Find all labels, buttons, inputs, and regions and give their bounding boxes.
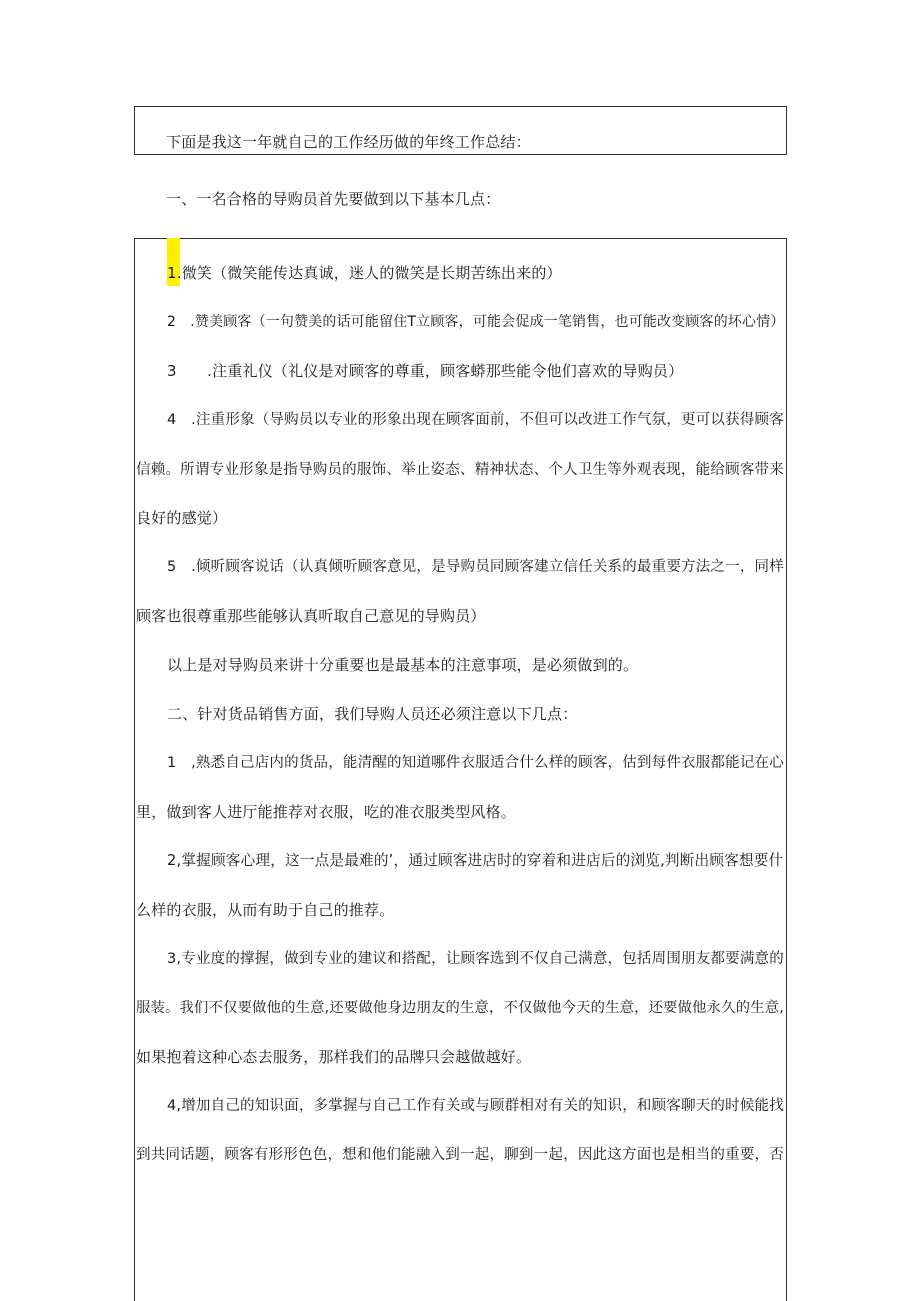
s2-item-3-line2: 服装。我们不仅要做他的生意,还要做他身边朋友的生意，不仅做他今天的生意，还要做他永久的生意, [136, 1000, 784, 1016]
s1-item-4-line2: 信赖。所谓专业形象是指导购员的服饰、举止姿态、精神状态、个人卫生等外观表现，能给顾客带来 [136, 462, 784, 478]
s2-item-4-line2: 到共同话题，顾客有形形色色，想和他们能融入到一起，聊到一起，因此这方面也是相当的重要，否 [136, 1147, 784, 1163]
s2-item-1-line1: 1 ,熟悉自己店内的货品，能清醒的知道哪件衣服适合什么样的顾客，估到每件衣服都能记在心 [167, 755, 784, 771]
s2-item-2-line1: 2,掌握顾客心理，这一点是最难的’，通过顾客进店时的穿着和进店后的浏览,判断出顾客想要什 [167, 852, 784, 869]
s2-item-2-line2: 么样的衣服，从而有助于自己的推荐。 [136, 901, 395, 919]
s1-item-1: 1.微笑（微笑能传达真诚，迷人的微笑是长期苦练出来的） [167, 264, 562, 282]
s1-item-5-line2: 顾客也很尊重那些能够认真听取自己意见的导购员） [136, 607, 486, 625]
section2-heading: 二、针对货品销售方面，我们导购人员还必须注意以下几点： [167, 705, 578, 723]
s2-item-3-line3: 如果抱着这种心态去服务，那样我们的品牌只会越做越好。 [136, 1048, 532, 1066]
s1-item-4-line3: 良好的感觉） [136, 509, 228, 527]
s1-item-5-line1: 5 .倾听顾客说话（认真倾听顾客意见，是导购员同顾客建立信任关系的最重要方法之一，同样 [167, 559, 784, 575]
s1-item-4-line1: 4 .注重形象（导购员以专业的形象出现在顾客面前，不但可以改进工作气氛，更可以获得顾客 [167, 412, 784, 428]
intro-text: 下面是我这一年就自己的工作经历做的年终工作总结： [166, 133, 531, 151]
s2-item-1-line2: 里，做到客人进厅能推荐对衣服，吃的准衣服类型风格。 [136, 803, 517, 821]
s1-item-2: 2 .赞美顾客（一句赞美的话可能留住T立顾客，可能会促成一笔销售，也可能改变顾客的坏心情） [167, 314, 785, 330]
section1-heading: 一、一名合格的导购员首先要做到以下基本几点： [166, 190, 501, 208]
s2-item-4-line1: 4,增加自己的知识面，多掌握与自己工作有关或与顾群相对有关的知识，和顾客聊天的时候能找 [167, 1098, 784, 1114]
s1-item-3: 3 .注重礼仪（礼仪是对顾客的尊重，顾客蟒那些能令他们喜欢的导购员） [167, 362, 684, 380]
s2-item-3-line1: 3,专业度的撑握，做到专业的建议和搭配，让顾客选到不仅自己满意，包括周围朋友都要满意的 [167, 951, 784, 967]
s1-summary: 以上是对导购员来讲十分重要也是最基本的注意事项，是必须做到的。 [167, 656, 639, 674]
